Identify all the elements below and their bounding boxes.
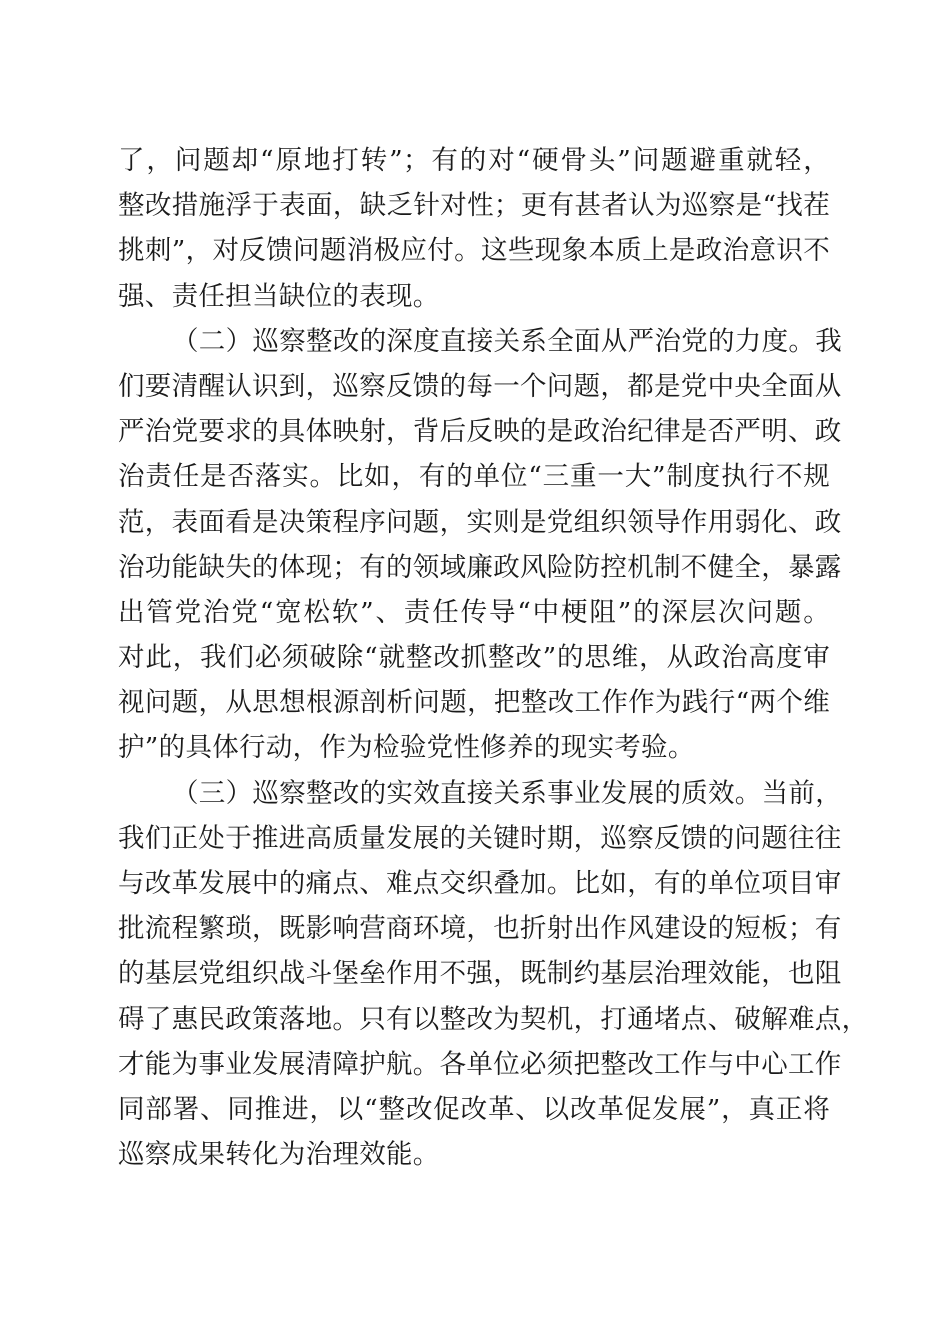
paragraph-2	[118, 319, 842, 771]
text-line: 强、责任担当缺位的表现。	[118, 280, 440, 312]
text-line: 护”的具体行动，作为检验党性修养的现实考验。	[118, 732, 695, 764]
text-line: 与改革发展中的痛点、难点交织叠加。比如，有的单位项目审	[118, 868, 842, 899]
text-line: 我们正处于推进高质量发展的关键时期，巡察反馈的问题往往	[118, 822, 842, 854]
section-heading-line: （二）巡察整改的深度直接关系全面从严治党的力度。我	[172, 325, 842, 357]
text-line: 批流程繁琐，既影响营商环境，也折射出作风建设的短板；有	[118, 913, 842, 945]
text-line: 碍了惠民政策落地。只有以整改为契机，打通堵点、破解难点，	[118, 1003, 869, 1035]
text-line: 挑刺”，对反馈问题消极应付。这些现象本质上是政治意识不	[118, 235, 830, 267]
paragraph-3	[118, 771, 869, 1178]
text-line: 了，问题却“原地打转”；有的对“硬骨头”问题避重就轻，	[118, 145, 830, 176]
text-line: 整改措施浮于表面，缺乏针对性；更有甚者认为巡察是“找茬	[118, 190, 830, 222]
text-line: 治责任是否落实。比如，有的单位“三重一大”制度执行不规	[118, 461, 830, 493]
text-line: 视问题，从思想根源剖析问题，把整改工作作为践行“两个维	[118, 687, 830, 719]
paragraph-1	[118, 138, 830, 319]
text-line: 的基层党组织战斗堡垒作用不强，既制约基层治理效能，也阻	[118, 958, 842, 990]
text-line: 治功能缺失的体现；有的领域廉政风险防控机制不健全，暴露	[118, 551, 842, 583]
text-line: 巡察成果转化为治理效能。	[118, 1139, 440, 1171]
text-line: 范，表面看是决策程序问题，实则是党组织领导作用弱化、政	[118, 506, 842, 538]
section-heading-line: （三）巡察整改的实效直接关系事业发展的质效。当前，	[172, 777, 842, 809]
text-line: 才能为事业发展清障护航。各单位必须把整改工作与中心工作	[118, 1048, 842, 1080]
text-line: 同部署、同推进，以“整改促改革、以改革促发展”，真正将	[118, 1093, 830, 1125]
document-page	[118, 138, 869, 1177]
text-line: 对此，我们必须破除“就整改抓整改”的思维，从政治高度审	[118, 642, 830, 674]
text-line: 出管党治党“宽松软”、责任传导“中梗阻”的深层次问题。	[118, 596, 830, 628]
text-line: 严治党要求的具体映射，背后反映的是政治纪律是否严明、政	[118, 416, 842, 448]
text-line: 们要清醒认识到，巡察反馈的每一个问题，都是党中央全面从	[118, 370, 842, 402]
